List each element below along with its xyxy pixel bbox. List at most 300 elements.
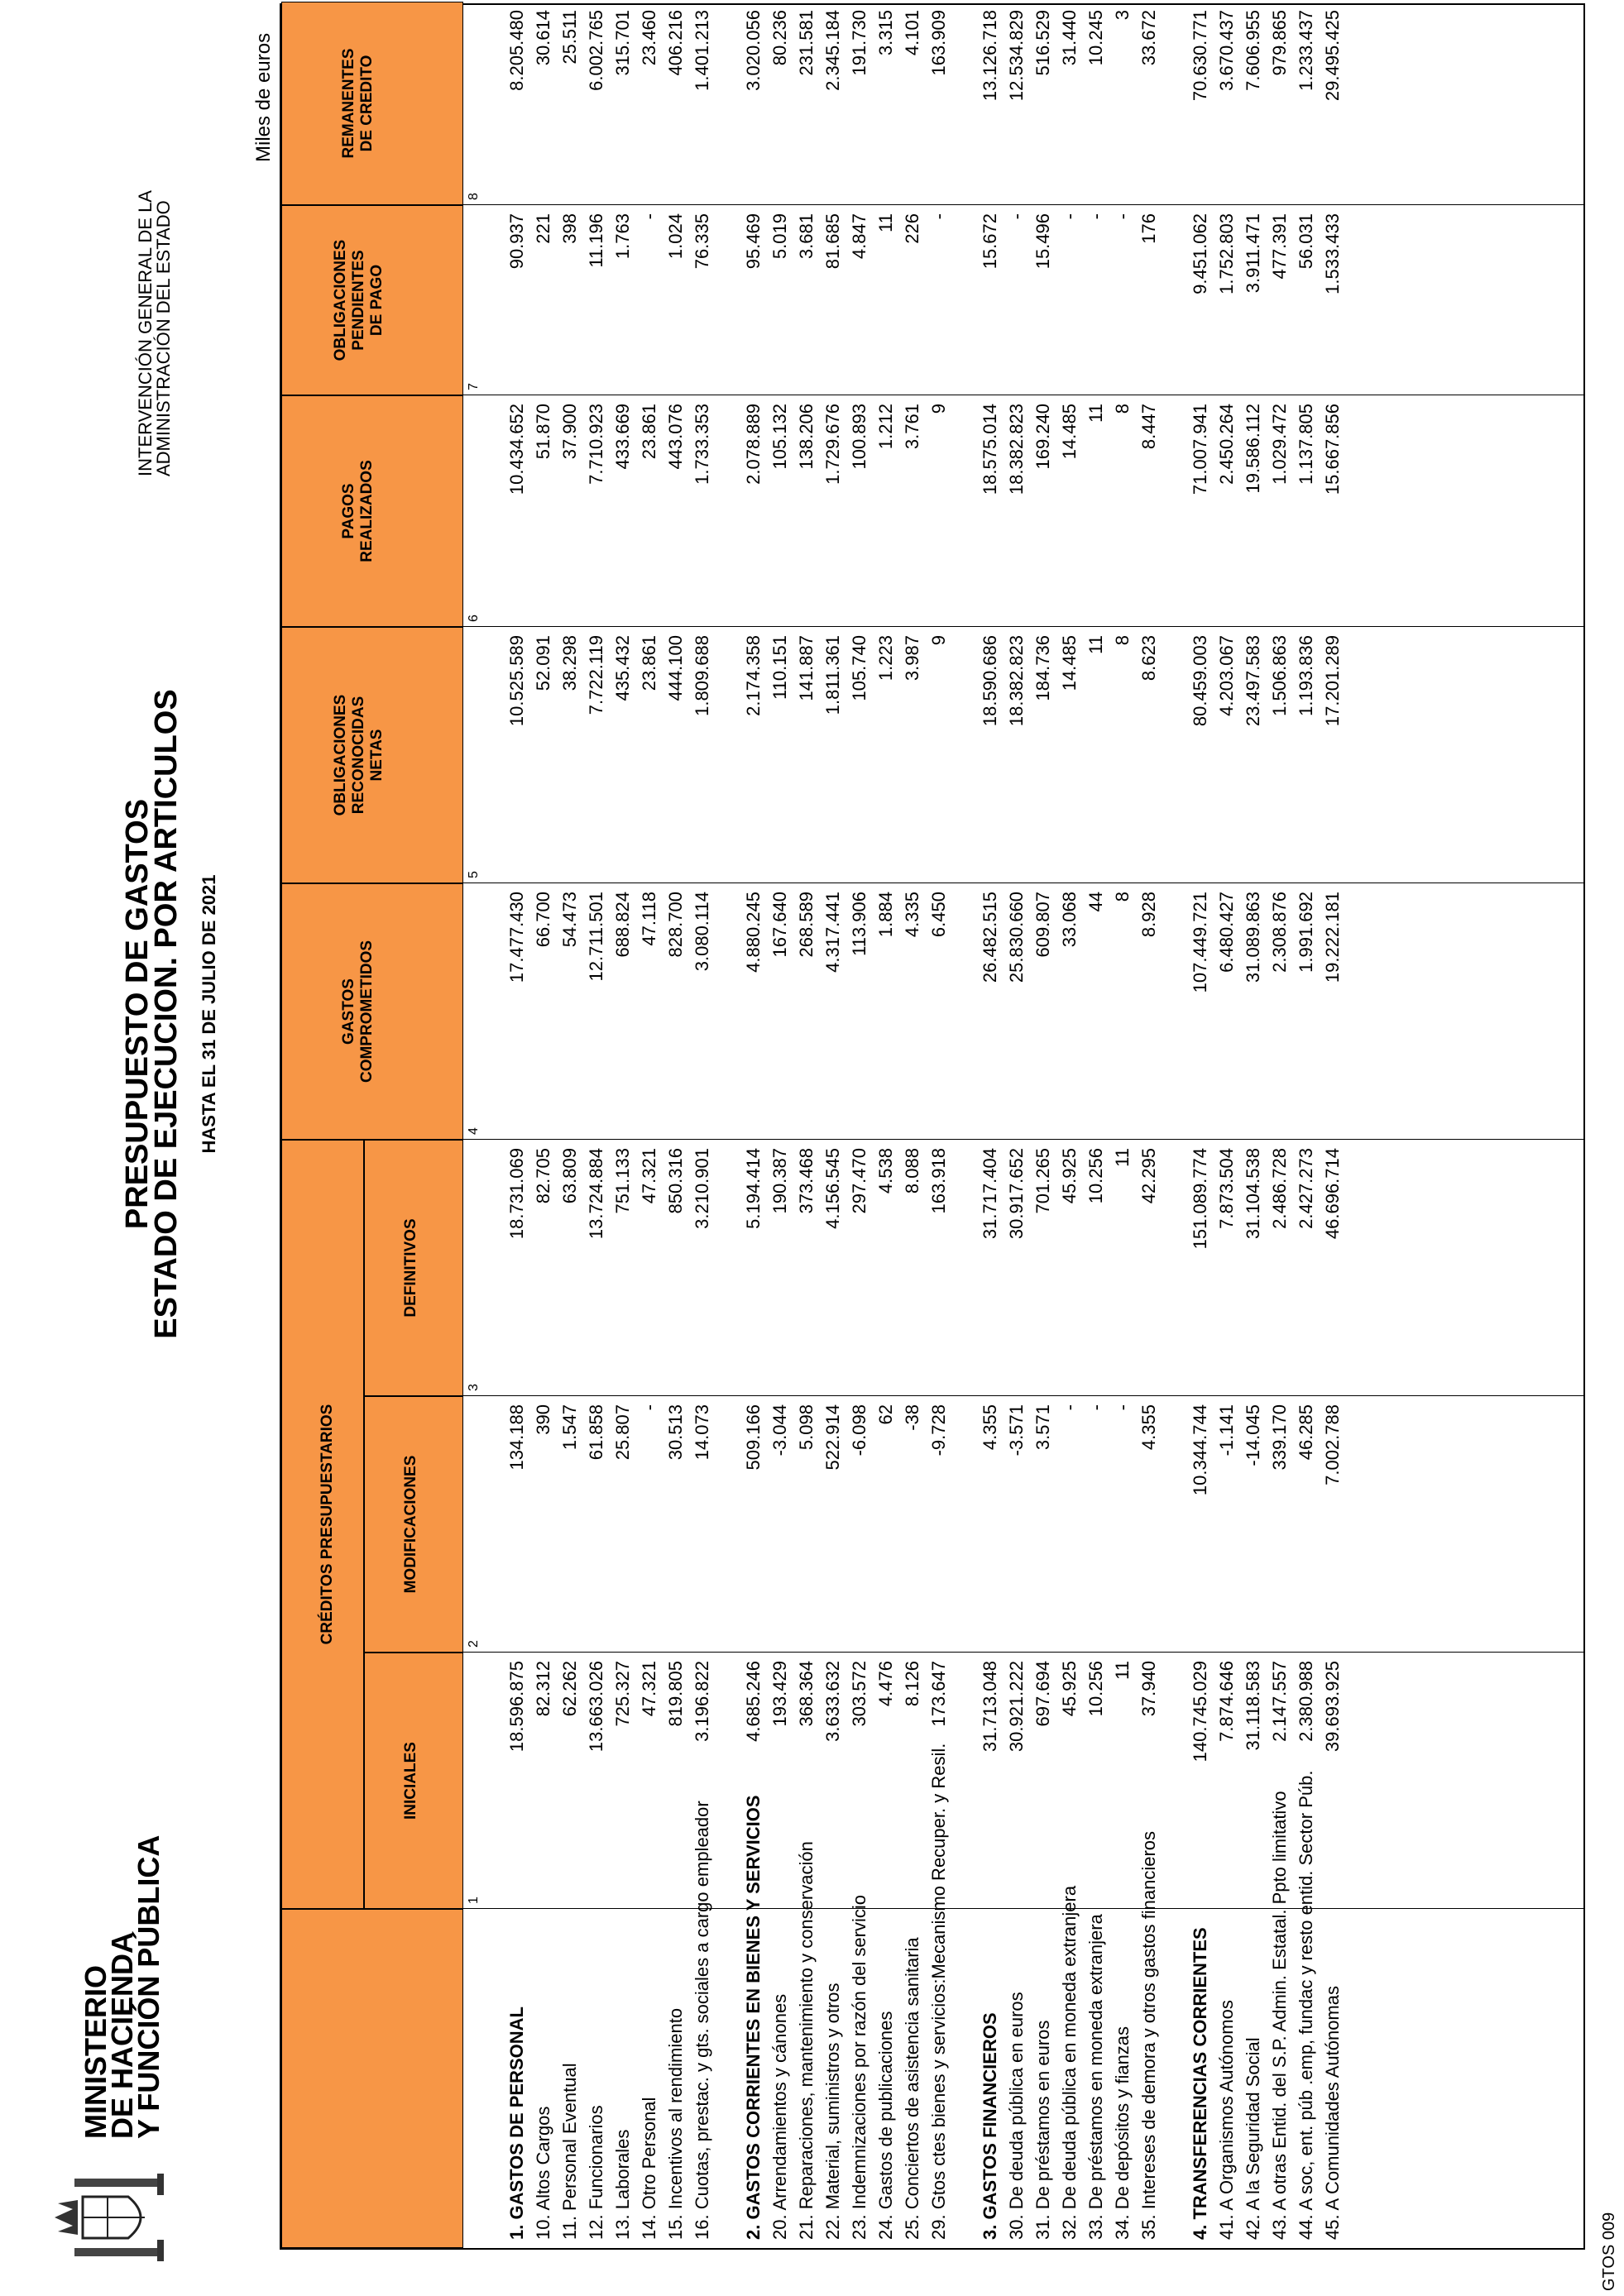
section-total-row-value-col2: 4.355: [980, 1404, 1000, 1451]
table-row-value-col4: 25.830.660: [1006, 892, 1027, 983]
table-row-value-col1: 368.364: [796, 1661, 817, 1727]
table-row-value-col3: 7.873.504: [1216, 1148, 1237, 1229]
table-row-value-col7: 1.533.433: [1322, 213, 1343, 294]
table-row-value-col6: 1.137.805: [1296, 404, 1316, 485]
table-row-value-col5: 1.811.361: [822, 635, 843, 715]
column-number-5: 5: [467, 871, 481, 878]
table-row: [1084, 5, 1109, 2248]
table-row-value-col2: 522.914: [822, 1404, 843, 1471]
table-row-value-col2: 7.002.788: [1322, 1404, 1343, 1485]
table-row-value-col4: 31.089.863: [1243, 892, 1263, 983]
table-row-value-col1: 39.693.925: [1322, 1661, 1343, 1753]
table-row-value-col1: 3.196.822: [692, 1661, 712, 1742]
table-row-value-col3: 42.295: [1138, 1148, 1159, 1204]
column-header-7: [281, 205, 463, 395]
table-row: [927, 5, 951, 2248]
table-row-value-col4: 6.480.427: [1216, 892, 1237, 973]
section-total-row-value-col7: 95.469: [743, 213, 764, 270]
column-number-2: 2: [467, 1640, 481, 1648]
section-total-row-value-col7: 90.937: [506, 213, 527, 270]
table-row-value-col3: 701.265: [1032, 1148, 1053, 1214]
table-row-value-col2: -6.098: [849, 1404, 869, 1457]
table-row-value-col1: 2.147.557: [1269, 1661, 1290, 1742]
units-label: Miles de euros: [252, 32, 275, 162]
table-row: [794, 5, 819, 2248]
table-row-value-col5: 18.382.823: [1006, 635, 1027, 727]
table-row-value-col8: 80.236: [769, 10, 790, 66]
section-total-row-value-col5: 80.459.003: [1190, 635, 1210, 727]
table-row-value-col7: 221: [533, 213, 553, 244]
table-row-value-col6: 100.893: [849, 404, 869, 470]
table-row-label: 12. Funcionarios: [586, 2105, 606, 2240]
table-row-value-col7: 4.847: [849, 213, 869, 260]
table-row-value-col4: 4.335: [902, 892, 922, 938]
table-row-value-col2: -3.044: [769, 1404, 790, 1457]
table-row-value-col3: 373.468: [796, 1148, 817, 1214]
table-row-value-col8: 1.233.437: [1296, 10, 1316, 91]
section-total-row-value-col6: 2.078.889: [743, 404, 764, 485]
table-row-value-col3: 163.918: [928, 1148, 949, 1214]
table-row-value-col3: 297.470: [849, 1148, 869, 1214]
table-row-value-col1: 303.572: [849, 1661, 869, 1727]
table-row-value-col3: 4.156.545: [822, 1148, 843, 1229]
table-row-label: 29. Gtos ctes bienes y servicios:Mecanismo Recuper. y Resil.: [928, 1743, 949, 2240]
table-row-value-col5: 17.201.289: [1322, 635, 1343, 727]
table-row-label: 25. Conciertos de asistencia sanitaria: [902, 1937, 922, 2240]
table-row-value-col8: 231.581: [796, 10, 817, 76]
table-row-value-col7: 3.911.471: [1243, 213, 1263, 294]
table-row-label: 34. De depósitos y fianzas: [1112, 2026, 1133, 2240]
table-row-value-col2: 25.807: [612, 1404, 633, 1461]
table-row-value-col8: 3.315: [875, 10, 896, 56]
table-row-value-col4: 1.991.692: [1296, 892, 1316, 973]
section-total-row-value-col1: 18.596.875: [506, 1661, 527, 1753]
table-row: [1267, 5, 1292, 2248]
table-row-value-col8: 30.614: [533, 10, 553, 66]
column-header-5-line: OBLIGACIONES: [332, 694, 349, 816]
table-row-value-col8: 3: [1112, 10, 1133, 21]
column-header-2: [364, 1396, 463, 1653]
column-header-1: [364, 1653, 463, 1909]
table-row-label: 41. A Organismos Autónomos: [1216, 2000, 1237, 2240]
table-row-value-col3: 63.809: [559, 1148, 580, 1204]
table-row: [531, 5, 556, 2248]
table-row-value-col5: 184.736: [1032, 635, 1053, 701]
table-row-value-col3: 2.427.273: [1296, 1148, 1316, 1229]
table-row-value-col8: 10.245: [1085, 10, 1106, 66]
table-row-value-col5: 435.432: [612, 635, 633, 701]
table-row-value-col1: 10.256: [1085, 1661, 1106, 1717]
table-row-value-col6: 433.669: [612, 404, 633, 470]
table-row-value-col4: 2.308.876: [1269, 892, 1290, 973]
table-row-value-col4: 4.317.441: [822, 892, 843, 973]
table-row: [690, 5, 715, 2248]
section-total-row-value-col3: 5.194.414: [743, 1148, 764, 1229]
table-row-value-col1: 3.633.632: [822, 1661, 843, 1742]
table-row-value-col1: 31.118.583: [1243, 1661, 1263, 1751]
intervencion-label: [137, 190, 173, 476]
table-row-value-col4: 8: [1112, 892, 1133, 902]
table-row-value-col6: 105.132: [769, 404, 790, 470]
table-row-value-col8: 2.345.184: [822, 10, 843, 91]
column-number-8: 8: [467, 193, 481, 200]
table-row-value-col3: 190.387: [769, 1148, 790, 1214]
intervencion-line-2: ADMINISTRACIÓN DEL ESTADO: [153, 200, 174, 476]
column-number-7: 7: [467, 383, 481, 390]
table-row-value-col3: 47.321: [639, 1148, 659, 1204]
ministry-name-line-1: MINISTERIO: [79, 1964, 113, 2139]
table-row-label: 15. Incentivos al rendimiento: [665, 2007, 686, 2240]
table-row-value-col2: -: [1085, 1404, 1106, 1411]
table-row-value-col8: 163.909: [928, 10, 949, 76]
table-row-value-col8: 31.440: [1059, 10, 1080, 66]
table-row-value-col8: 6.002.765: [586, 10, 606, 91]
table-row-value-col2: -38: [902, 1404, 922, 1431]
table-row-value-col2: 5.098: [796, 1404, 817, 1451]
section-total-row-label: 2. GASTOS CORRIENTES EN BIENES Y SERVICIOS: [743, 1795, 764, 2240]
table-row-value-col4: 54.473: [559, 892, 580, 948]
table-row-value-col6: 2.450.264: [1216, 404, 1237, 485]
table-row-value-col5: 3.987: [902, 635, 922, 682]
table-row-value-col7: -: [928, 213, 949, 220]
table-row: [1294, 5, 1319, 2248]
section-total-row-value-col5: 2.174.358: [743, 635, 764, 716]
report-date: HASTA EL 31 DE JULIO DE 2021: [199, 874, 219, 1154]
table-row-value-col7: 176: [1138, 213, 1159, 244]
column-header-3-line: DEFINITIVOS: [402, 1218, 419, 1318]
table-row-value-col1: 30.921.222: [1006, 1661, 1027, 1753]
table-row-value-col4: 268.589: [796, 892, 817, 958]
table-row: [1110, 5, 1135, 2248]
section-total-row-value-col7: 9.451.062: [1190, 213, 1210, 294]
column-header-8: [281, 2, 463, 205]
table-row-value-col6: 1.729.676: [822, 404, 843, 485]
section-total-row-value-col8: 13.126.718: [980, 10, 1000, 102]
table-row-value-col7: -: [639, 213, 659, 220]
table-row-value-col1: 2.380.988: [1296, 1661, 1316, 1742]
table-row-value-col5: 141.887: [796, 635, 817, 701]
table-row-value-col8: 1.401.213: [692, 10, 712, 91]
section-total-row-value-col7: 15.672: [980, 213, 1000, 270]
table-row-value-col1: 8.126: [902, 1661, 922, 1707]
label-column-header: [281, 1909, 463, 2248]
table-row-value-col6: 37.900: [559, 404, 580, 460]
table-row-value-col2: -: [639, 1404, 659, 1411]
table-row-value-col3: 3.210.901: [692, 1148, 712, 1229]
table-row-value-col8: 7.606.955: [1243, 10, 1263, 91]
section-total-row-value-col5: 18.590.686: [980, 635, 1000, 727]
column-header-2-line: MODIFICACIONES: [402, 1455, 419, 1594]
table-row-value-col4: 688.824: [612, 892, 633, 958]
table-row-value-col6: 1.733.353: [692, 404, 712, 485]
table-row-value-col4: 3.080.114: [692, 892, 712, 972]
table-row-value-col3: 45.925: [1059, 1148, 1080, 1204]
table-row-label: 22. Material, suministros y otros: [822, 1983, 843, 2240]
table-row: [1137, 5, 1162, 2248]
section-total-row: [978, 5, 1003, 2248]
table-row-value-col7: 1.752.803: [1216, 213, 1237, 294]
table-row-value-col5: 8: [1112, 635, 1133, 646]
table-row-value-col8: 33.672: [1138, 10, 1159, 66]
table-row-value-col3: 2.486.728: [1269, 1148, 1290, 1229]
table-row: [558, 5, 582, 2248]
table-row: [1214, 5, 1239, 2248]
table-row-value-col2: 1.547: [559, 1404, 580, 1451]
table-row-value-col4: 12.711.501: [586, 892, 606, 982]
section-total-row-value-col1: 140.745.029: [1190, 1661, 1210, 1763]
table-row-value-col4: 113.906: [849, 892, 869, 956]
table-row-value-col7: 1.763: [612, 213, 633, 260]
table-row: [1241, 5, 1266, 2248]
section-total-row-value-col4: 26.482.515: [980, 892, 1000, 983]
table-row-value-col6: 169.240: [1032, 404, 1053, 470]
table-row: [768, 5, 793, 2248]
table-row-value-col4: 6.450: [928, 892, 949, 938]
table-row-value-col7: 1.024: [665, 213, 686, 260]
table-row-value-col6: 443.076: [665, 404, 686, 470]
table-row-value-col1: 11: [1112, 1661, 1133, 1680]
section-total-row-value-col2: 509.166: [743, 1404, 764, 1471]
column-header-8-line: DE CREDITO: [358, 55, 376, 152]
table-row-label: 44. A soc, ent. púb .emp, fundac y resto entid. Sector Púb.: [1296, 1770, 1316, 2240]
table-row-value-col8: 23.460: [639, 10, 659, 66]
table-row-value-col6: 7.710.923: [586, 404, 606, 485]
table-row: [637, 5, 662, 2248]
table-row-value-col8: 3.670.437: [1216, 10, 1237, 91]
column-header-7-line: PENDIENTES: [350, 250, 367, 351]
table-row-value-col1: 37.940: [1138, 1661, 1159, 1717]
table-row-value-col2: -3.571: [1006, 1404, 1027, 1457]
section-total-row: [1188, 5, 1213, 2248]
table-row-value-col5: 7.722.119: [586, 635, 606, 715]
table-row-value-col2: 390: [533, 1404, 553, 1435]
table-row-value-col5: 9: [928, 635, 949, 646]
table-row-value-col7: 56.031: [1296, 213, 1316, 270]
table-row-value-col2: -: [1059, 1404, 1080, 1411]
column-number-6: 6: [467, 615, 481, 622]
table-row-value-col2: 339.170: [1269, 1404, 1290, 1471]
table-row-label: 31. De préstamos en euros: [1032, 2020, 1053, 2240]
table-row-value-col6: 11: [1085, 404, 1106, 423]
table-row: [900, 5, 925, 2248]
table-row-value-col6: 19.586.112: [1243, 404, 1263, 494]
table-row: [874, 5, 898, 2248]
table-row-label: 20. Arrendamientos y cánones: [769, 1993, 790, 2240]
table-row-value-col1: 4.476: [875, 1661, 896, 1707]
table-row: [1004, 5, 1029, 2248]
execution-table: [280, 3, 1585, 2250]
column-header-7-line: OBLIGACIONES: [332, 239, 349, 361]
section-total-row-value-col5: 10.525.589: [506, 635, 527, 727]
table-row-value-col6: 1.212: [875, 404, 896, 450]
table-row-value-col5: 1.193.836: [1296, 635, 1316, 716]
table-row-value-col7: -: [1085, 213, 1106, 220]
table-row-value-col7: -: [1059, 213, 1080, 220]
table-row-value-col7: -: [1006, 213, 1027, 220]
section-total-row-label: 1. GASTOS DE PERSONAL: [506, 2007, 527, 2240]
table-row: [1031, 5, 1056, 2248]
table-row-value-col2: 62: [875, 1404, 896, 1425]
table-row-value-col8: 406.216: [665, 10, 686, 76]
table-row-value-col4: 8.928: [1138, 892, 1159, 938]
column-header-7-line: DE PAGO: [368, 264, 386, 337]
table-row-value-col1: 697.694: [1032, 1661, 1053, 1727]
section-total-row-value-col4: 107.449.721: [1190, 892, 1210, 993]
table-row-value-col3: 46.696.714: [1322, 1148, 1343, 1240]
table-row-label: 35. Intereses de demora y otros gastos financieros: [1138, 1830, 1159, 2240]
table-row-value-col3: 850.316: [665, 1148, 686, 1214]
table-row-value-col1: 47.321: [639, 1661, 659, 1717]
table-row-value-col7: 226: [902, 213, 922, 244]
table-row-value-col5: 110.151: [769, 635, 790, 700]
column-header-3: [364, 1140, 463, 1396]
table-row-label: 21. Reparaciones, mantenimiento y conservación: [796, 1841, 817, 2240]
table-row-value-col5: 1.506.863: [1269, 635, 1290, 716]
table-row-value-col8: 25.511: [559, 10, 580, 65]
table-row-value-col6: 8.447: [1138, 404, 1159, 450]
section-total-row-value-col2: 10.344.744: [1190, 1404, 1210, 1496]
table-row-value-col6: 8: [1112, 404, 1133, 414]
table-row-value-col1: 173.647: [928, 1661, 949, 1727]
table-row-value-col8: 191.730: [849, 10, 869, 76]
table-row-value-col5: 8.623: [1138, 635, 1159, 682]
table-row-value-col3: 11: [1112, 1148, 1133, 1167]
table-row-label: 10. Altos Cargos: [533, 2106, 553, 2240]
table-row-value-col7: 3.681: [796, 213, 817, 260]
column-header-4-line: COMPROMETIDOS: [358, 940, 376, 1083]
section-total-row-label: 3. GASTOS FINANCIEROS: [980, 2012, 1000, 2240]
table-row-label: 14. Otro Personal: [639, 2097, 659, 2240]
table-row-value-col2: 61.858: [586, 1404, 606, 1461]
table-row-value-col5: 23.497.583: [1243, 635, 1263, 727]
table-row-value-col5: 23.861: [639, 635, 659, 691]
table-row-value-col3: 8.088: [902, 1148, 922, 1194]
section-total-row-value-col8: 8.205.480: [506, 10, 527, 91]
table-row-value-col4: 19.222.181: [1322, 892, 1343, 983]
column-number-1: 1: [467, 1897, 481, 1904]
table-row-value-col4: 167.640: [769, 892, 790, 958]
intervencion-line-1: INTERVENCIÓN GENERAL DE LA: [135, 190, 156, 476]
table-row: [1320, 5, 1345, 2248]
table-row-label: 32. De deuda pública en moneda extranjera: [1059, 1885, 1080, 2240]
section-total-row-value-col4: 17.477.430: [506, 892, 527, 983]
section-total-row-value-col4: 4.880.245: [743, 892, 764, 973]
column-number-3: 3: [467, 1384, 481, 1391]
column-header-8-line: REMANENTES: [340, 48, 357, 159]
table-row-value-col1: 819.805: [665, 1661, 686, 1727]
column-header-6-line: REALIZADOS: [358, 460, 376, 562]
table-row-label: 24. Gastos de publicaciones: [875, 2011, 896, 2240]
table-row-label: 42. A la Seguridad Social: [1243, 2037, 1263, 2240]
section-total-row-value-col8: 3.020.056: [743, 10, 764, 91]
table-row-value-col5: 1.809.688: [692, 635, 712, 716]
table-row-value-col1: 45.925: [1059, 1661, 1080, 1717]
table-row-value-col2: -9.728: [928, 1404, 949, 1457]
table-row-value-col7: 11: [875, 213, 896, 232]
table-row-value-col2: -: [1112, 1404, 1133, 1411]
report-subtitle: ESTADO DE EJECUCION. POR ARTICULOS: [149, 689, 184, 1339]
section-total-row-value-col3: 31.717.404: [980, 1148, 1000, 1240]
table-row-value-col7: -: [1112, 213, 1133, 220]
table-row-value-col1: 62.262: [559, 1661, 580, 1717]
table-row-value-col5: 105.740: [849, 635, 869, 701]
table-row-value-col5: 52.091: [533, 635, 553, 691]
table-row-value-col3: 31.104.538: [1243, 1148, 1263, 1240]
table-row-value-col6: 18.382.823: [1006, 404, 1027, 495]
section-total-row-value-col3: 18.731.069: [506, 1148, 527, 1240]
column-header-5-line: NETAS: [368, 729, 386, 782]
table-row-value-col6: 15.667.856: [1322, 404, 1343, 495]
table-row-value-col2: -14.045: [1243, 1404, 1263, 1466]
section-total-row: [741, 5, 766, 2248]
footer-code: GTOS 009: [1600, 2212, 1618, 2291]
table-row-value-col1: 7.874.646: [1216, 1661, 1237, 1742]
column-header-1-line: INICIALES: [402, 1742, 419, 1820]
table-row-value-col7: 76.335: [692, 213, 712, 270]
table-row-value-col3: 10.256: [1085, 1148, 1106, 1204]
column-header-4: [281, 883, 463, 1140]
table-row-value-col3: 4.538: [875, 1148, 896, 1194]
table-row-value-col5: 444.100: [665, 635, 686, 701]
column-number-4: 4: [467, 1127, 481, 1135]
table-row-value-col3: 82.705: [533, 1148, 553, 1204]
table-row-value-col8: 4.101: [902, 10, 922, 56]
table-row-value-col6: 23.861: [639, 404, 659, 460]
table-row-label: 23. Indemnizaciones por razón del servicio: [849, 1894, 869, 2240]
table-row-value-col3: 30.917.652: [1006, 1148, 1027, 1240]
table-row: [847, 5, 872, 2248]
table-row-value-col2: 46.285: [1296, 1404, 1316, 1461]
table-row: [584, 5, 609, 2248]
table-row-value-col2: -1.141: [1216, 1404, 1237, 1457]
column-header-6: [281, 395, 463, 627]
table-row-value-col4: 66.700: [533, 892, 553, 948]
table-row-label: 30. De deuda pública en euros: [1006, 1992, 1027, 2240]
ministry-name-line-2: DE HACIENDA: [105, 1931, 139, 2139]
table-row-value-col8: 12.534.829: [1006, 10, 1027, 102]
table-row-value-col2: 14.073: [692, 1404, 712, 1461]
table-row: [821, 5, 846, 2248]
table-row: [663, 5, 688, 2248]
table-row-value-col8: 516.529: [1032, 10, 1053, 76]
creditos-group-label: CRÉDITOS PRESUPUESTARIOS: [319, 1404, 336, 1645]
section-total-row-value-col1: 4.685.246: [743, 1661, 764, 1742]
table-row-value-col5: 11: [1085, 635, 1106, 654]
table-row-value-col3: 13.724.884: [586, 1148, 606, 1240]
section-total-row-value-col6: 10.434.652: [506, 404, 527, 495]
table-row-value-col8: 979.865: [1269, 10, 1290, 76]
table-row-value-col4: 1.884: [875, 892, 896, 938]
table-row-value-col4: 44: [1085, 892, 1106, 912]
table-row-value-col6: 51.870: [533, 404, 553, 460]
table-row-value-col7: 477.391: [1269, 213, 1290, 280]
table-row-value-col6: 138.206: [796, 404, 817, 470]
table-row-value-col6: 14.485: [1059, 404, 1080, 460]
table-row-label: 33. De préstamos en moneda extranjera: [1085, 1914, 1106, 2240]
section-total-row-value-col2: 134.188: [506, 1404, 527, 1471]
table-row-value-col7: 11.196: [586, 213, 606, 268]
ministry-name-line-3: Y FUNCIÓN PÚBLICA: [132, 1834, 165, 2139]
report-title: PRESUPUESTO DE GASTOS: [120, 798, 155, 1230]
table-row-value-col6: 3.761: [902, 404, 922, 450]
coat-of-arms-icon: [50, 2172, 174, 2263]
section-total-row-value-col6: 18.575.014: [980, 404, 1000, 495]
column-header-5-line: RECONOCIDAS: [350, 696, 367, 815]
section-total-row-value-col1: 31.713.048: [980, 1661, 1000, 1753]
table-row-value-col1: 725.327: [612, 1661, 633, 1727]
table-row-value-col1: 82.312: [533, 1661, 553, 1717]
column-header-4-line: GASTOS: [340, 978, 357, 1045]
